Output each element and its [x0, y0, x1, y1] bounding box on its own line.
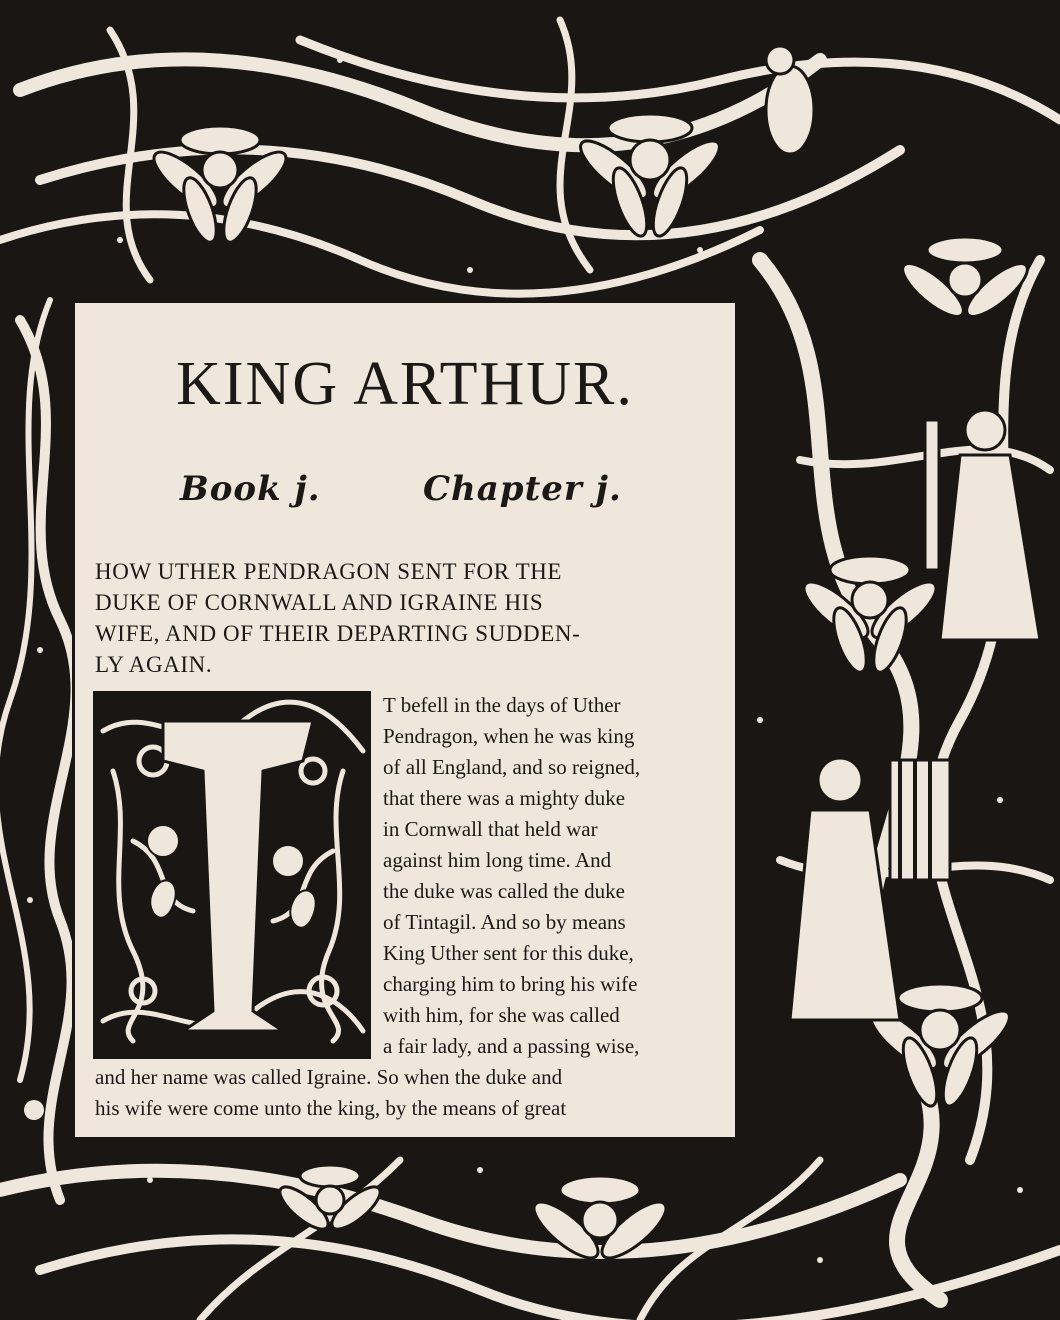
illuminated-initial-i	[93, 691, 371, 1059]
text-panel	[72, 300, 738, 1140]
book-label: Book j.	[180, 469, 321, 509]
chapter-label: Chapter j.	[423, 469, 622, 509]
body-text-beside-initial: T befell in the days of Uther Pendragon, when he was king of all England, and so reigned, that there was a mighty duke in Cornwall that held war against him long time. And the duke was called the duke of Tintagil. And so by means King Uther sent for this duke, charging him to bring his wife with him, for she was called a fair lady, and a passing wise,	[383, 693, 641, 1058]
chapter-heading: HOW UTHER PENDRAGON SENT FOR THE DUKE OF CORNWALL AND IGRAINE HIS WIFE, AND OF THEIR DEPARTING SUDDEN- LY AGAIN.	[95, 559, 581, 677]
page-title: KING ARTHUR.	[176, 350, 634, 418]
body-text-full-width: and her name was called Igraine. So when the duke and his wife were come unto the king, by the means of great	[95, 1065, 567, 1120]
